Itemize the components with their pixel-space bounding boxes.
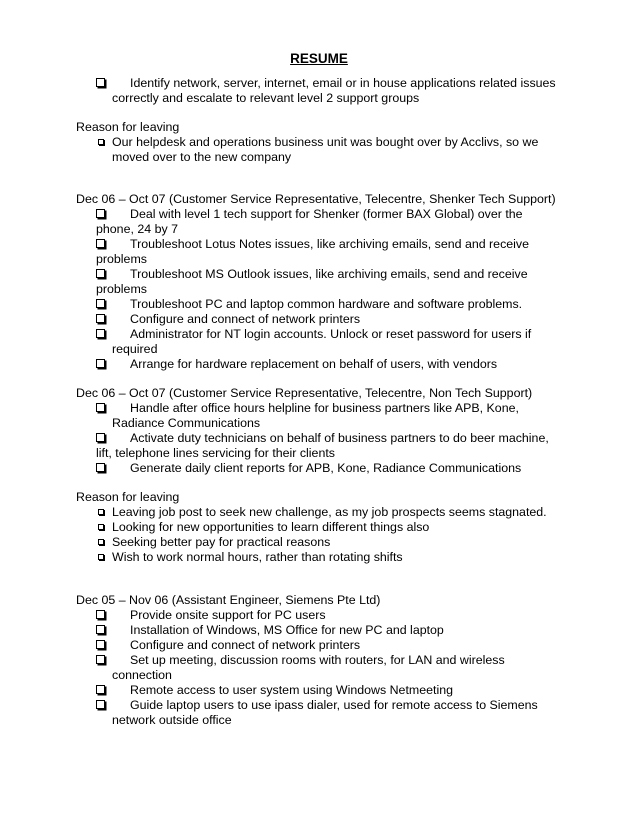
list-item-text: Leaving job post to seek new challenge, as my job prospects seems stagnated. — [112, 505, 547, 519]
list-item-text: Troubleshoot PC and laptop common hardware and software problems. — [130, 297, 523, 311]
list-item-text: Seeking better pay for practical reasons — [112, 535, 331, 549]
list-item — [96, 505, 576, 520]
list-item — [96, 623, 576, 638]
list-item-text: Wish to work normal hours, rather than rotating shifts — [112, 550, 403, 564]
list-item — [96, 520, 576, 535]
checkbox-bullet-icon — [96, 359, 105, 368]
page-title: RESUME — [290, 51, 348, 66]
list-item-text: Installation of Windows, MS Office for new PC and laptop — [130, 623, 444, 637]
checkbox-bullet-icon — [98, 554, 104, 560]
checkbox-bullet-icon — [96, 685, 105, 694]
checkbox-bullet-icon — [96, 269, 105, 278]
list-item — [96, 653, 536, 683]
list-item — [96, 683, 576, 698]
checkbox-bullet-icon — [98, 524, 104, 530]
list-item-text: Handle after office hours helpline for business partners like APB, Kone, Radiance Communications — [112, 401, 519, 430]
checkbox-bullet-icon — [98, 509, 104, 515]
list-item-text: Remote access to user system using Windows Netmeeting — [130, 683, 453, 697]
checkbox-bullet-icon — [96, 640, 105, 649]
checkbox-bullet-icon — [96, 299, 105, 308]
checkbox-bullet-icon — [96, 314, 105, 323]
checkbox-bullet-icon — [96, 655, 105, 664]
list-item — [96, 327, 556, 357]
checkbox-bullet-icon — [96, 78, 105, 87]
list-item-text: Set up meeting, discussion rooms with routers, for LAN and wireless connection — [112, 653, 505, 682]
section-heading: Dec 06 – Oct 07 (Customer Service Representative, Telecentre, Non Tech Support) — [76, 386, 533, 400]
checkbox-bullet-icon — [96, 239, 105, 248]
list-item-text: Provide onsite support for PC users — [130, 608, 326, 622]
checkbox-bullet-icon — [96, 625, 105, 634]
checkbox-bullet-icon — [96, 209, 105, 218]
list-item — [96, 608, 576, 623]
list-item-text: Administrator for NT login accounts. Unlock or reset password for users if required — [112, 327, 532, 356]
list-item-text: Looking for new opportunities to learn different things also — [112, 520, 430, 534]
list-item — [96, 267, 556, 297]
checkbox-bullet-icon — [96, 403, 105, 412]
list-item — [96, 76, 576, 106]
list-item — [96, 312, 576, 327]
checkbox-bullet-icon — [96, 463, 105, 472]
list-item — [96, 431, 566, 461]
list-item — [96, 135, 566, 165]
checkbox-bullet-icon — [96, 433, 105, 442]
checkbox-bullet-icon — [96, 610, 105, 619]
section-heading: Reason for leaving — [76, 120, 180, 134]
list-item-text: Configure and connect of network printers — [130, 638, 361, 652]
list-item — [96, 297, 576, 312]
section-heading: Dec 06 – Oct 07 (Customer Service Representative, Telecentre, Shenker Tech Support) — [76, 192, 556, 206]
list-item-text: Deal with level 1 tech support for Shenker (former BAX Global) over the phone, 24 by 7 — [96, 207, 523, 236]
section-heading: Dec 05 – Nov 06 (Assistant Engineer, Siemens Pte Ltd) — [76, 593, 381, 607]
list-item-text: Troubleshoot MS Outlook issues, like archiving emails, send and receive problems — [96, 267, 528, 296]
list-item-text: Generate daily client reports for APB, Kone, Radiance Communications — [130, 461, 522, 475]
checkbox-bullet-icon — [96, 329, 105, 338]
list-item-text: Arrange for hardware replacement on behalf of users, with vendors — [130, 357, 498, 371]
checkbox-bullet-icon — [96, 700, 105, 709]
list-item-text: Troubleshoot Lotus Notes issues, like archiving emails, send and receive problems — [96, 237, 529, 266]
list-item — [96, 237, 556, 267]
list-item — [96, 698, 556, 728]
list-item — [96, 535, 576, 550]
list-item — [96, 638, 576, 653]
list-item-text: Activate duty technicians on behalf of business partners to do beer machine, lift, telephone lines servicing for their clients — [96, 431, 549, 460]
list-item-text: Guide laptop users to use ipass dialer, used for remote access to Siemens network outside office — [112, 698, 538, 727]
section-heading: Reason for leaving — [76, 490, 180, 504]
list-item-text: Our helpdesk and operations business unit was bought over by Acclivs, so we moved over to the new company — [112, 135, 539, 164]
list-item — [96, 357, 576, 372]
list-item — [96, 461, 576, 476]
list-item-text: Identify network, server, internet, email or in house applications related issues correctly and escalate to relevant level 2 support groups — [112, 76, 556, 105]
checkbox-bullet-icon — [98, 539, 104, 545]
list-item-text: Configure and connect of network printers — [130, 312, 361, 326]
list-item — [96, 401, 536, 431]
list-item — [96, 550, 576, 565]
list-item — [96, 207, 556, 237]
checkbox-bullet-icon — [98, 139, 104, 145]
